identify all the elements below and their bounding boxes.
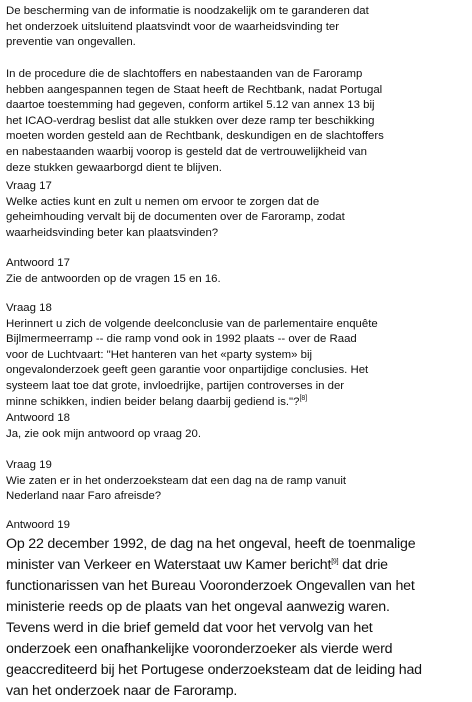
answer-19	[6, 518, 468, 702]
text-line: dat drie	[338, 556, 388, 573]
text-line: systeem laat toe dat grote, invloedrijke, partijen controverses in der	[6, 379, 345, 392]
text-line: onderzoek een onafhankelijke vooronderzoeker als vierde werd	[6, 640, 393, 657]
text-line: preventie van ongevallen.	[6, 36, 136, 49]
answer-18	[6, 411, 468, 442]
text-line: van het onderzoek naar de Faroramp.	[6, 682, 238, 699]
answer-label: Antwoord 17	[6, 257, 70, 269]
text-line: het ICAO-verdrag beslist dat alle stukken over deze ramp ter beschikking	[6, 114, 375, 127]
answer-label: Antwoord 19	[6, 519, 70, 531]
text-line-with-footnote	[6, 555, 468, 576]
text-line: ministerie reeds op de plaats van het ongeval aanwezig waren.	[6, 598, 390, 615]
text-line: Welke acties kunt en zult u nemen om ervoor te zorgen dat de	[6, 195, 320, 208]
text-line: het onderzoek uitsluitend plaatsvindt voor de waarheidsvinding ter	[6, 20, 340, 33]
text-line: geheimhouding vervalt bij de documenten over de Faroramp, zodat	[6, 211, 345, 224]
question-label: Vraag 18	[6, 302, 52, 314]
question-17	[6, 179, 468, 241]
text-line: voor de Luchtvaart: "Het hanteren van het «party system» bij	[6, 348, 313, 361]
question-label: Vraag 17	[6, 180, 52, 192]
text-line-with-footnote	[6, 395, 468, 411]
text-line: Tevens werd in die brief gemeld dat voor het vervolg van het	[6, 619, 373, 636]
text-line: minne schikken, indien beider belang daarbij gediend is."?	[6, 395, 300, 408]
answer-17	[6, 256, 468, 287]
question-19	[6, 458, 468, 505]
text-line: Bijlmermeerramp -- die ramp vond ook in 1992 plaats -- over de Raad	[6, 333, 357, 346]
answer-label: Antwoord 18	[6, 412, 70, 424]
text-line: geaccrediteerd bij het Portugese onderzoeksteam dat de leiding had	[6, 661, 422, 678]
text-line: ongevalonderzoek geeft geen garantie voor onpartijdige conclusies. Het	[6, 364, 369, 377]
question-18	[6, 301, 468, 410]
question-label: Vraag 19	[6, 459, 52, 471]
procedure-paragraph	[6, 67, 468, 176]
text-line: hebben aangespannen tegen de Staat heeft de Rechtbank, nadat Portugal	[6, 83, 383, 96]
text-line: Zie de antwoorden op de vragen 15 en 16.	[6, 272, 221, 285]
text-line: Nederland naar Faro afreisde?	[6, 490, 162, 503]
text-line: en nabestaanden waarbij voorop is gesteld dat de vertrouwelijkheid van	[6, 145, 367, 158]
text-line: Herinnert u zich de volgende deelconclusie van de parlementaire enquête	[6, 317, 378, 330]
footnote-ref-8[interactable]: [8]	[299, 394, 308, 402]
text-line: Op 22 december 1992, de dag na het ongeval, heeft de toenmalige	[6, 535, 416, 552]
text-line: moeten worden gesteld aan de Rechtbank, deskundigen en de slachtoffers	[6, 130, 384, 143]
text-line: Wie zaten er in het onderzoeksteam dat een dag na de ramp vanuit	[6, 474, 347, 487]
text-line: deze stukken gewaarborgd dient te blijven.	[6, 161, 222, 174]
intro-paragraph	[6, 4, 468, 51]
text-line: Ja, zie ook mijn antwoord op vraag 20.	[6, 427, 202, 440]
text-line: functionarissen van het Bureau Vooronderzoek Ongevallen van het	[6, 577, 415, 594]
text-line: daartoe toestemming had gegeven, conform artikel 5.12 van annex 13 bij	[6, 99, 375, 112]
footnote-ref-9[interactable]: [9]	[331, 557, 339, 565]
text-line: minister van Verkeer en Waterstaat uw Kamer bericht	[6, 556, 332, 573]
text-line: De bescherming van de informatie is noodzakelijk om te garanderen dat	[6, 5, 369, 17]
text-line: waarheidsvinding beter kan plaatsvinden?	[6, 226, 219, 239]
text-line: In de procedure die de slachtoffers en nabestaanden van de Faroramp	[6, 68, 363, 80]
